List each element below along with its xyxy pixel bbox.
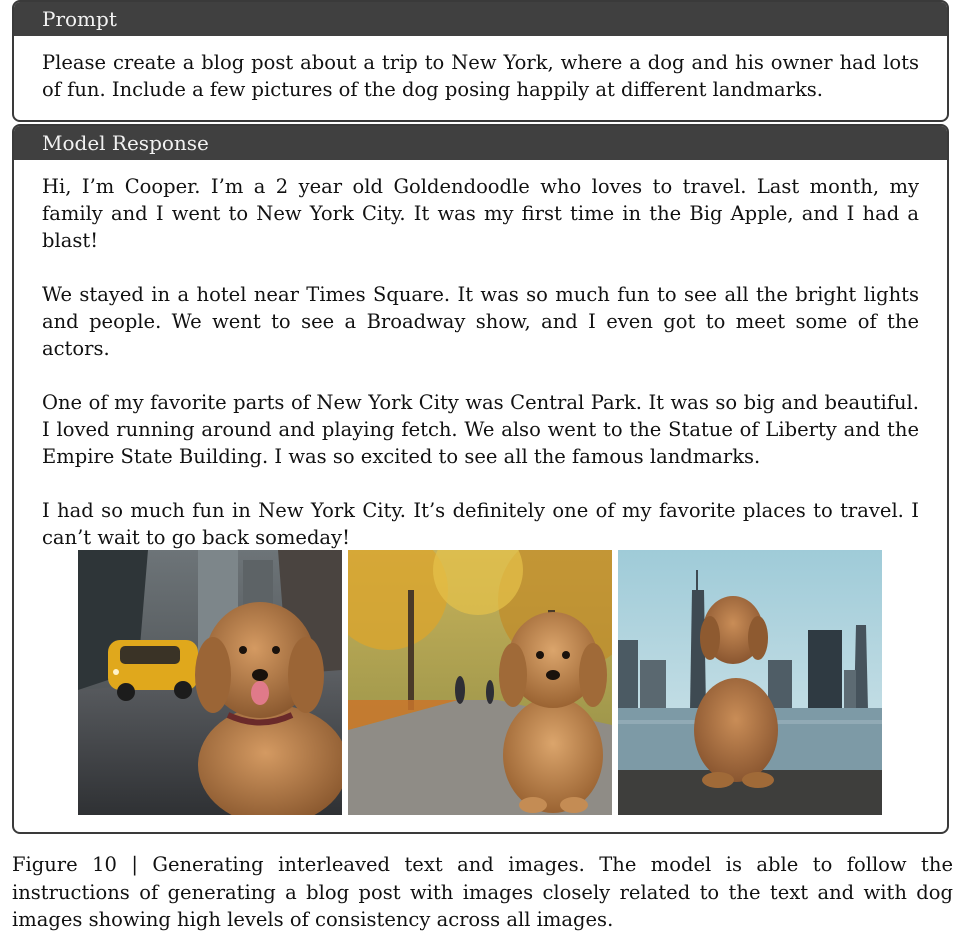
dog-skyline-image bbox=[618, 550, 882, 815]
dog-park-image bbox=[348, 550, 612, 815]
prompt-header: Prompt bbox=[14, 2, 947, 36]
response-paragraph-4: I had so much fun in New York City. It’s definitely one of my favorite places to travel. I can’t wait to go back someday! bbox=[42, 499, 919, 549]
figure-caption: Figure 10 | Generating interleaved text and images. The model is able to follow the instructions of generating a blog post with images closely related to the text and with dog images showing high levels of consistency across all images. bbox=[12, 853, 953, 931]
response-box bbox=[12, 124, 949, 834]
prompt-box bbox=[12, 0, 949, 122]
response-image-row bbox=[78, 550, 884, 816]
response-paragraph-2: We stayed in a hotel near Times Square. It was so much fun to see all the bright lights and people. We went to see a Broadway show, and I even got to meet some of the actors. bbox=[42, 283, 919, 360]
response-paragraph-3: One of my favorite parts of New York City was Central Park. It was so big and beautiful. I loved running around and playing fetch. We also went to the Statue of Liberty and the Empire State Building. I was so excited to see all the famous landmarks. bbox=[42, 391, 919, 468]
response-paragraph-1: Hi, I’m Cooper. I’m a 2 year old Goldendoodle who loves to travel. Last month, my family and I went to New York City. It was my first time in the Big Apple, and I had a blast! bbox=[42, 175, 919, 252]
prompt-text: Please create a blog post about a trip to New York, where a dog and his owner had lots of fun. Include a few pictures of the dog posing happily at different landmarks. bbox=[42, 51, 919, 101]
response-header: Model Response bbox=[14, 126, 947, 160]
dog-city-street-image bbox=[78, 550, 342, 815]
